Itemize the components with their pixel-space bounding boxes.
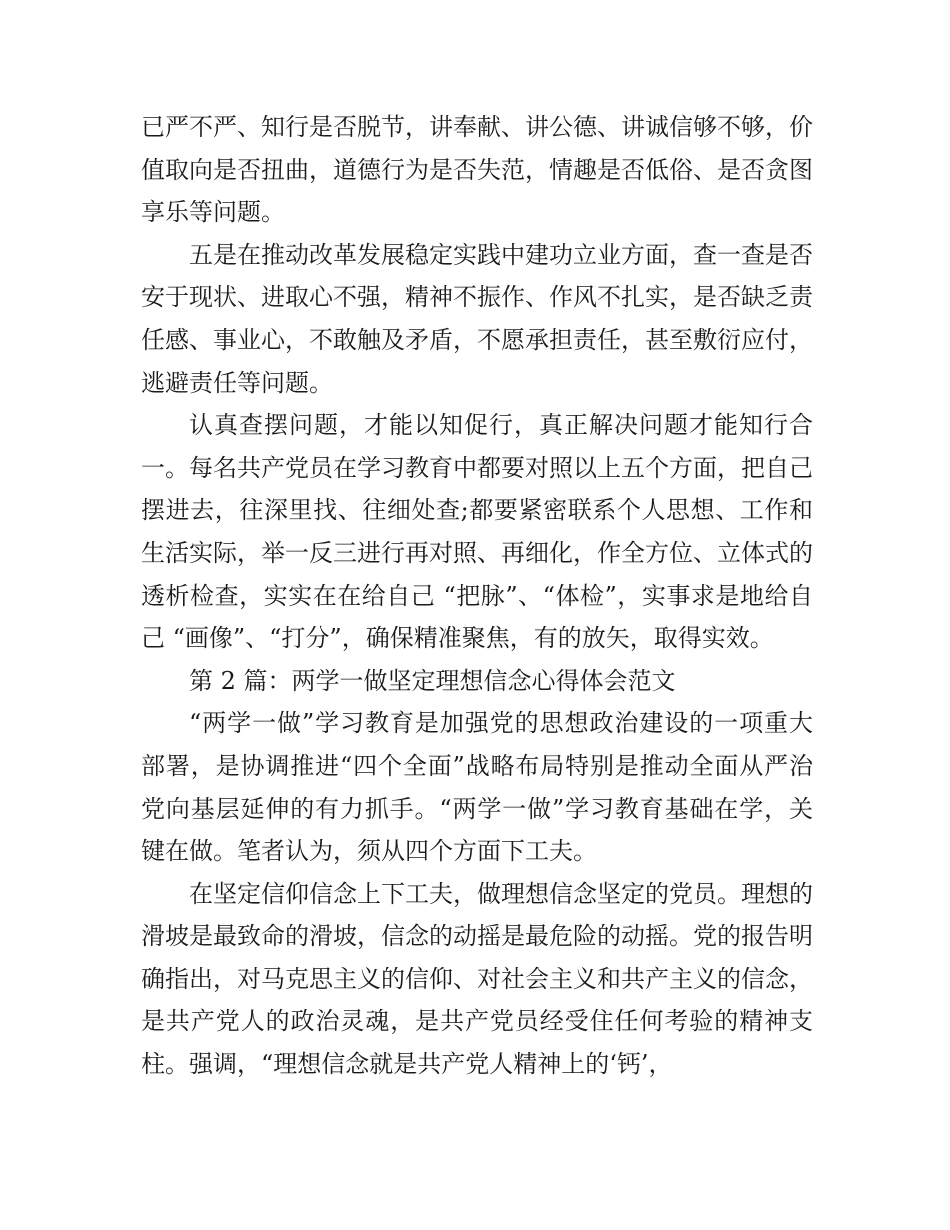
paragraph-continued: 已严不严、知行是否脱节，讲奉献、讲公德、讲诚信够不够，价值取向是否扭曲，道德行为是否失范，情趣是否低俗、是否贪图享乐等问题。 bbox=[141, 113, 813, 227]
paragraph-belief: 在坚定信仰信念上下工夫，做理想信念坚定的党员。理想的滑坡是最致命的滑坡，信念的动摇是最危险的动摇。党的报告明确指出，对马克思主义的信仰、对社会主义和共产主义的信念，是共产党人的政治灵魂，是共产党员经受住任何考验的精神支柱。强调，“理想信念就是共产党人精神上的‘钙’， bbox=[141, 879, 813, 1079]
document-body bbox=[141, 106, 813, 1086]
paragraph-fifth-point: 五是在推动改革发展稳定实践中建功立业方面，查一查是否安于现状、进取心不强，精神不振作、作风不扎实，是否缺乏责任感、事业心，不敢触及矛盾，不愿承担责任，甚至敷衍应付，逃避责任等问题。 bbox=[141, 240, 813, 397]
paragraph-intro: “两学一做”学习教育是加强党的思想政治建设的一项重大部署，是协调推进“四个全面”战略布局特别是推动全面从严治党向基层延伸的有力抓手。“两学一做”学习教育基础在学，关键在做。笔者认为，须从四个方面下工夫。 bbox=[141, 709, 813, 866]
section-heading: 第 2 篇：两学一做坚定理想信念心得体会范文 bbox=[189, 666, 676, 695]
paragraph-conclusion: 认真查摆问题，才能以知促行，真正解决问题才能知行合一。每名共产党员在学习教育中都要对照以上五个方面，把自己摆进去，往深里找、往细处查;都要紧密联系个人思想、工作和生活实际，举一反三进行再对照、再细化，作全方位、立体式的透析检查，实实在在给自己 “把脉”、“体检”，实事求是地给自己 “画像”、“打分”，确保精准聚焦，有的放矢，取得实效。 bbox=[141, 411, 813, 653]
